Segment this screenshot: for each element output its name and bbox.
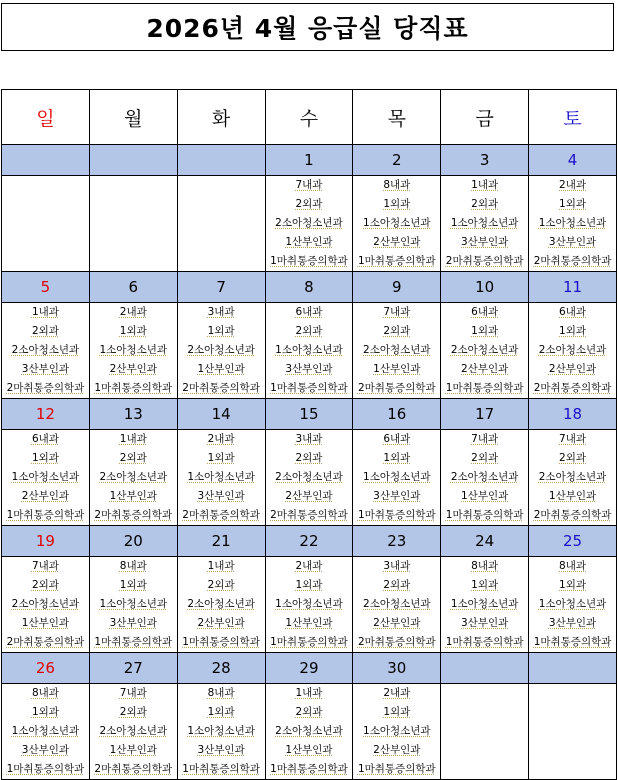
duty-entry: 1산부인과: [285, 744, 333, 756]
duty-cell: [177, 176, 265, 272]
duty-entry: 2외과: [383, 325, 411, 337]
duty-entry: 1마취통증의학과: [94, 636, 173, 648]
duty-entry: 2소아청소년과: [450, 344, 519, 356]
duty-entry: 2소아청소년과: [363, 344, 431, 356]
date-cell: 22: [265, 526, 353, 557]
date-cell: 11: [529, 272, 617, 303]
duty-entry: 2마취통증의학과: [357, 382, 436, 394]
duty-cell: [89, 430, 177, 526]
date-cell: 27: [89, 653, 177, 684]
duty-entry: 7내과: [559, 433, 587, 445]
date-cell: [177, 145, 265, 176]
duty-entry: 1산부인과: [285, 236, 333, 248]
duty-entry: 1외과: [559, 198, 587, 210]
duty-entry: 1마취통증의학과: [357, 763, 436, 775]
duty-entry: 2외과: [295, 198, 323, 210]
date-cell: 25: [529, 526, 617, 557]
date-cell: 5: [2, 272, 90, 303]
duty-cell: [177, 303, 265, 399]
duty-entry: 2마취통증의학과: [94, 509, 173, 521]
duty-entry: 2소아청소년과: [538, 344, 607, 356]
duty-cell: [353, 303, 441, 399]
date-cell: 17: [441, 399, 529, 430]
duty-cell: [89, 303, 177, 399]
duty-entry: 2외과: [119, 706, 147, 718]
duty-entry: 1산부인과: [548, 490, 597, 502]
duty-cell: [265, 303, 353, 399]
duty-entry: 8내과: [471, 560, 499, 572]
duty-entry: 2소아청소년과: [99, 471, 168, 483]
date-cell: 8: [265, 272, 353, 303]
weekday-tuesday: 화: [177, 90, 265, 145]
duty-entry: 3산부인과: [461, 617, 509, 629]
duty-entry: 1외과: [559, 579, 587, 591]
duty-entry: 1소아청소년과: [538, 598, 607, 610]
duty-entry: 3산부인과: [373, 490, 421, 502]
duty-entry: 1마취통증의학과: [6, 509, 85, 521]
duty-entry: 3산부인과: [548, 617, 597, 629]
duty-entry: 8내과: [31, 687, 59, 699]
date-cell: 21: [177, 526, 265, 557]
duty-cell: [441, 430, 529, 526]
duty-entry: 1마취통증의학과: [533, 636, 612, 648]
duty-entry: 1외과: [207, 452, 235, 464]
duty-entry: 3산부인과: [197, 744, 245, 756]
duty-entry: 3내과: [295, 433, 323, 445]
duty-entry: 2소아청소년과: [275, 725, 343, 737]
duty-entry: 6내과: [559, 306, 587, 318]
duty-entry: 2소아청소년과: [11, 344, 80, 356]
duty-entry: 7내과: [295, 179, 323, 191]
duty-cell: [2, 303, 90, 399]
duty-entry: 1마취통증의학과: [445, 382, 524, 394]
duty-entry: 1마취통증의학과: [357, 509, 436, 521]
duty-entry: 2소아청소년과: [11, 598, 80, 610]
date-cell: [2, 145, 90, 176]
duty-cell: [529, 430, 617, 526]
date-cell: [441, 653, 529, 684]
duty-entry: 1산부인과: [461, 490, 509, 502]
duty-entry: 1소아청소년과: [99, 598, 168, 610]
weekday-wednesday: 수: [265, 90, 353, 145]
duty-entry: 6내과: [471, 306, 499, 318]
duty-cell: [2, 684, 90, 780]
date-row: [2, 399, 617, 430]
duty-cell: [2, 430, 90, 526]
duty-entry: 1외과: [207, 706, 235, 718]
duty-entry: 3내과: [383, 560, 411, 572]
duty-cell: [89, 557, 177, 653]
duty-cell: [2, 176, 90, 272]
duty-cell: [529, 176, 617, 272]
duty-entry: 2소아청소년과: [187, 344, 255, 356]
date-cell: 4: [529, 145, 617, 176]
duty-calendar: [1, 89, 617, 780]
duty-entry: 1마취통증의학과: [182, 763, 260, 775]
duty-cell: [441, 176, 529, 272]
duty-entry: 1내과: [31, 306, 59, 318]
date-cell: 9: [353, 272, 441, 303]
duty-entry: 1외과: [471, 579, 499, 591]
duty-entry: 2내과: [207, 433, 235, 445]
duty-entry: 2외과: [119, 452, 147, 464]
duty-entry: 1산부인과: [109, 490, 157, 502]
duty-cell: [89, 176, 177, 272]
duty-entry: 2외과: [295, 325, 323, 337]
duty-entry: 3산부인과: [285, 363, 333, 375]
duty-entry: 2마취통증의학과: [445, 255, 524, 267]
duty-entry: 1마취통증의학과: [270, 636, 348, 648]
duty-cell: [529, 684, 617, 780]
duty-entry: 2소아청소년과: [99, 725, 168, 737]
duty-entry: 3산부인과: [21, 363, 70, 375]
duty-entry: 1소아청소년과: [11, 471, 80, 483]
duty-entry: 2내과: [559, 179, 587, 191]
date-cell: 30: [353, 653, 441, 684]
duty-entry: 2산부인과: [461, 363, 509, 375]
duty-entry: 1마취통증의학과: [357, 255, 436, 267]
duty-entry: 3내과: [207, 306, 235, 318]
duty-entry: 2마취통증의학과: [182, 509, 260, 521]
duty-entry: 2외과: [471, 198, 499, 210]
duty-cell: [353, 684, 441, 780]
duty-entry: 1외과: [383, 452, 411, 464]
duty-entry: 2소아청소년과: [275, 471, 343, 483]
duty-entry: 1마취통증의학과: [182, 636, 260, 648]
date-row: [2, 526, 617, 557]
duty-entry: 1마취통증의학과: [445, 509, 524, 521]
duty-entry: 1마취통증의학과: [270, 382, 348, 394]
duty-entry: 1소아청소년과: [363, 217, 431, 229]
duty-entry: 1소아청소년과: [450, 217, 519, 229]
duty-entry: 1마취통증의학과: [270, 763, 348, 775]
duty-entry: 7내과: [119, 687, 147, 699]
duty-entry: 1소아청소년과: [363, 471, 431, 483]
duty-cell: [265, 176, 353, 272]
duty-entry: 2소아청소년과: [363, 598, 431, 610]
duty-entry: 1외과: [383, 706, 411, 718]
duty-cell: [353, 557, 441, 653]
duty-cell: [441, 557, 529, 653]
page-title: 2026년 4월 응급실 당직표: [1, 3, 614, 51]
duty-entry: 1외과: [295, 579, 323, 591]
weekday-thursday: 목: [353, 90, 441, 145]
duty-entry: 1마취통증의학과: [94, 382, 173, 394]
duty-entry: 2마취통증의학과: [270, 509, 348, 521]
duty-entry: 2내과: [295, 560, 323, 572]
duty-entry: 2마취통증의학과: [533, 509, 612, 521]
duty-entry: 3산부인과: [109, 617, 157, 629]
duty-entry: 2산부인과: [285, 490, 333, 502]
duty-entry: 2산부인과: [197, 617, 245, 629]
date-cell: 15: [265, 399, 353, 430]
duty-cell: [353, 430, 441, 526]
duty-cell: [177, 557, 265, 653]
weekday-friday: 금: [441, 90, 529, 145]
date-cell: 1: [265, 145, 353, 176]
duty-entry: 2마취통증의학과: [6, 382, 85, 394]
duty-entry: 1외과: [559, 325, 587, 337]
duty-entry: 2외과: [383, 579, 411, 591]
duty-entry: 2외과: [207, 579, 235, 591]
duty-entry: 1외과: [119, 579, 147, 591]
duty-entry: 2외과: [31, 579, 59, 591]
duty-entry: 8내과: [119, 560, 147, 572]
duty-entry: 3산부인과: [21, 744, 70, 756]
duty-cell: [529, 557, 617, 653]
duty-entry: 1소아청소년과: [450, 598, 519, 610]
duty-entry: 6내과: [295, 306, 323, 318]
duty-row: [2, 684, 617, 780]
duty-entry: 2내과: [119, 306, 147, 318]
date-cell: 23: [353, 526, 441, 557]
duty-entry: 1마취통증의학과: [445, 636, 524, 648]
duty-entry: 2소아청소년과: [450, 471, 519, 483]
duty-entry: 1산부인과: [373, 363, 421, 375]
duty-entry: 2마취통증의학과: [6, 636, 85, 648]
duty-entry: 2외과: [295, 452, 323, 464]
date-row: [2, 145, 617, 176]
duty-cell: [529, 303, 617, 399]
duty-entry: 1소아청소년과: [275, 344, 343, 356]
duty-cell: [89, 684, 177, 780]
duty-entry: 3산부인과: [548, 236, 597, 248]
weekday-header-row: [2, 90, 617, 145]
duty-entry: 2마취통증의학과: [533, 255, 612, 267]
duty-entry: 2산부인과: [548, 363, 597, 375]
duty-entry: 1소아청소년과: [11, 725, 80, 737]
duty-entry: 3산부인과: [197, 490, 245, 502]
duty-entry: 1외과: [207, 325, 235, 337]
duty-entry: 2외과: [559, 452, 587, 464]
date-cell: [529, 653, 617, 684]
date-cell: 20: [89, 526, 177, 557]
duty-entry: 1소아청소년과: [538, 217, 607, 229]
duty-row: [2, 557, 617, 653]
duty-entry: 8내과: [383, 179, 411, 191]
duty-entry: 1내과: [295, 687, 323, 699]
duty-entry: 7내과: [31, 560, 59, 572]
duty-cell: [441, 684, 529, 780]
calendar-body: [2, 145, 617, 780]
duty-cell: [177, 430, 265, 526]
duty-entry: 2소아청소년과: [187, 598, 255, 610]
duty-entry: 2외과: [295, 706, 323, 718]
duty-entry: 1외과: [471, 325, 499, 337]
duty-cell: [177, 684, 265, 780]
date-cell: 13: [89, 399, 177, 430]
duty-entry: 1소아청소년과: [187, 471, 255, 483]
date-cell: 6: [89, 272, 177, 303]
duty-entry: 7내과: [383, 306, 411, 318]
duty-entry: 2외과: [471, 452, 499, 464]
date-cell: 7: [177, 272, 265, 303]
duty-entry: 6내과: [31, 433, 59, 445]
duty-row: [2, 303, 617, 399]
date-cell: 14: [177, 399, 265, 430]
duty-entry: 1내과: [207, 560, 235, 572]
date-cell: 3: [441, 145, 529, 176]
duty-entry: 1마취통증의학과: [6, 763, 85, 775]
duty-entry: 1마취통증의학과: [270, 255, 348, 267]
date-cell: 28: [177, 653, 265, 684]
duty-cell: [441, 303, 529, 399]
duty-entry: 2외과: [31, 325, 59, 337]
duty-entry: 1외과: [383, 198, 411, 210]
duty-entry: 7내과: [471, 433, 499, 445]
duty-entry: 2산부인과: [109, 363, 157, 375]
duty-entry: 8내과: [559, 560, 587, 572]
duty-entry: 2산부인과: [373, 236, 421, 248]
duty-cell: [265, 684, 353, 780]
weekday-sunday: 일: [2, 90, 90, 145]
date-cell: 10: [441, 272, 529, 303]
duty-entry: 1소아청소년과: [99, 344, 168, 356]
duty-entry: 1산부인과: [109, 744, 157, 756]
duty-entry: 1내과: [119, 433, 147, 445]
date-cell: 12: [2, 399, 90, 430]
date-cell: 16: [353, 399, 441, 430]
duty-entry: 1산부인과: [21, 617, 70, 629]
duty-entry: 1소아청소년과: [363, 725, 431, 737]
duty-entry: 1외과: [119, 325, 147, 337]
duty-entry: 6내과: [383, 433, 411, 445]
date-cell: 24: [441, 526, 529, 557]
duty-entry: 1외과: [31, 452, 59, 464]
duty-cell: [265, 430, 353, 526]
duty-entry: 2마취통증의학과: [357, 636, 436, 648]
duty-entry: 1내과: [471, 179, 499, 191]
date-cell: 26: [2, 653, 90, 684]
date-cell: 18: [529, 399, 617, 430]
duty-entry: 2내과: [383, 687, 411, 699]
duty-entry: 1외과: [31, 706, 59, 718]
date-row: [2, 653, 617, 684]
weekday-saturday: 토: [529, 90, 617, 145]
duty-entry: 2마취통증의학과: [182, 382, 260, 394]
duty-entry: 8내과: [207, 687, 235, 699]
duty-entry: 3산부인과: [461, 236, 509, 248]
date-row: [2, 272, 617, 303]
duty-entry: 2소아청소년과: [538, 471, 607, 483]
duty-entry: 2산부인과: [373, 744, 421, 756]
duty-cell: [265, 557, 353, 653]
duty-entry: 2마취통증의학과: [533, 382, 612, 394]
duty-entry: 1소아청소년과: [187, 725, 255, 737]
date-cell: 29: [265, 653, 353, 684]
duty-entry: 2산부인과: [21, 490, 70, 502]
date-cell: [89, 145, 177, 176]
duty-entry: 1산부인과: [197, 363, 245, 375]
duty-entry: 2소아청소년과: [275, 217, 343, 229]
duty-entry: 1소아청소년과: [275, 598, 343, 610]
date-cell: 2: [353, 145, 441, 176]
duty-entry: 2마취통증의학과: [94, 763, 173, 775]
duty-row: [2, 176, 617, 272]
duty-cell: [353, 176, 441, 272]
duty-cell: [2, 557, 90, 653]
date-cell: 19: [2, 526, 90, 557]
duty-entry: 1산부인과: [285, 617, 333, 629]
weekday-monday: 월: [89, 90, 177, 145]
duty-row: [2, 430, 617, 526]
duty-entry: 2산부인과: [373, 617, 421, 629]
